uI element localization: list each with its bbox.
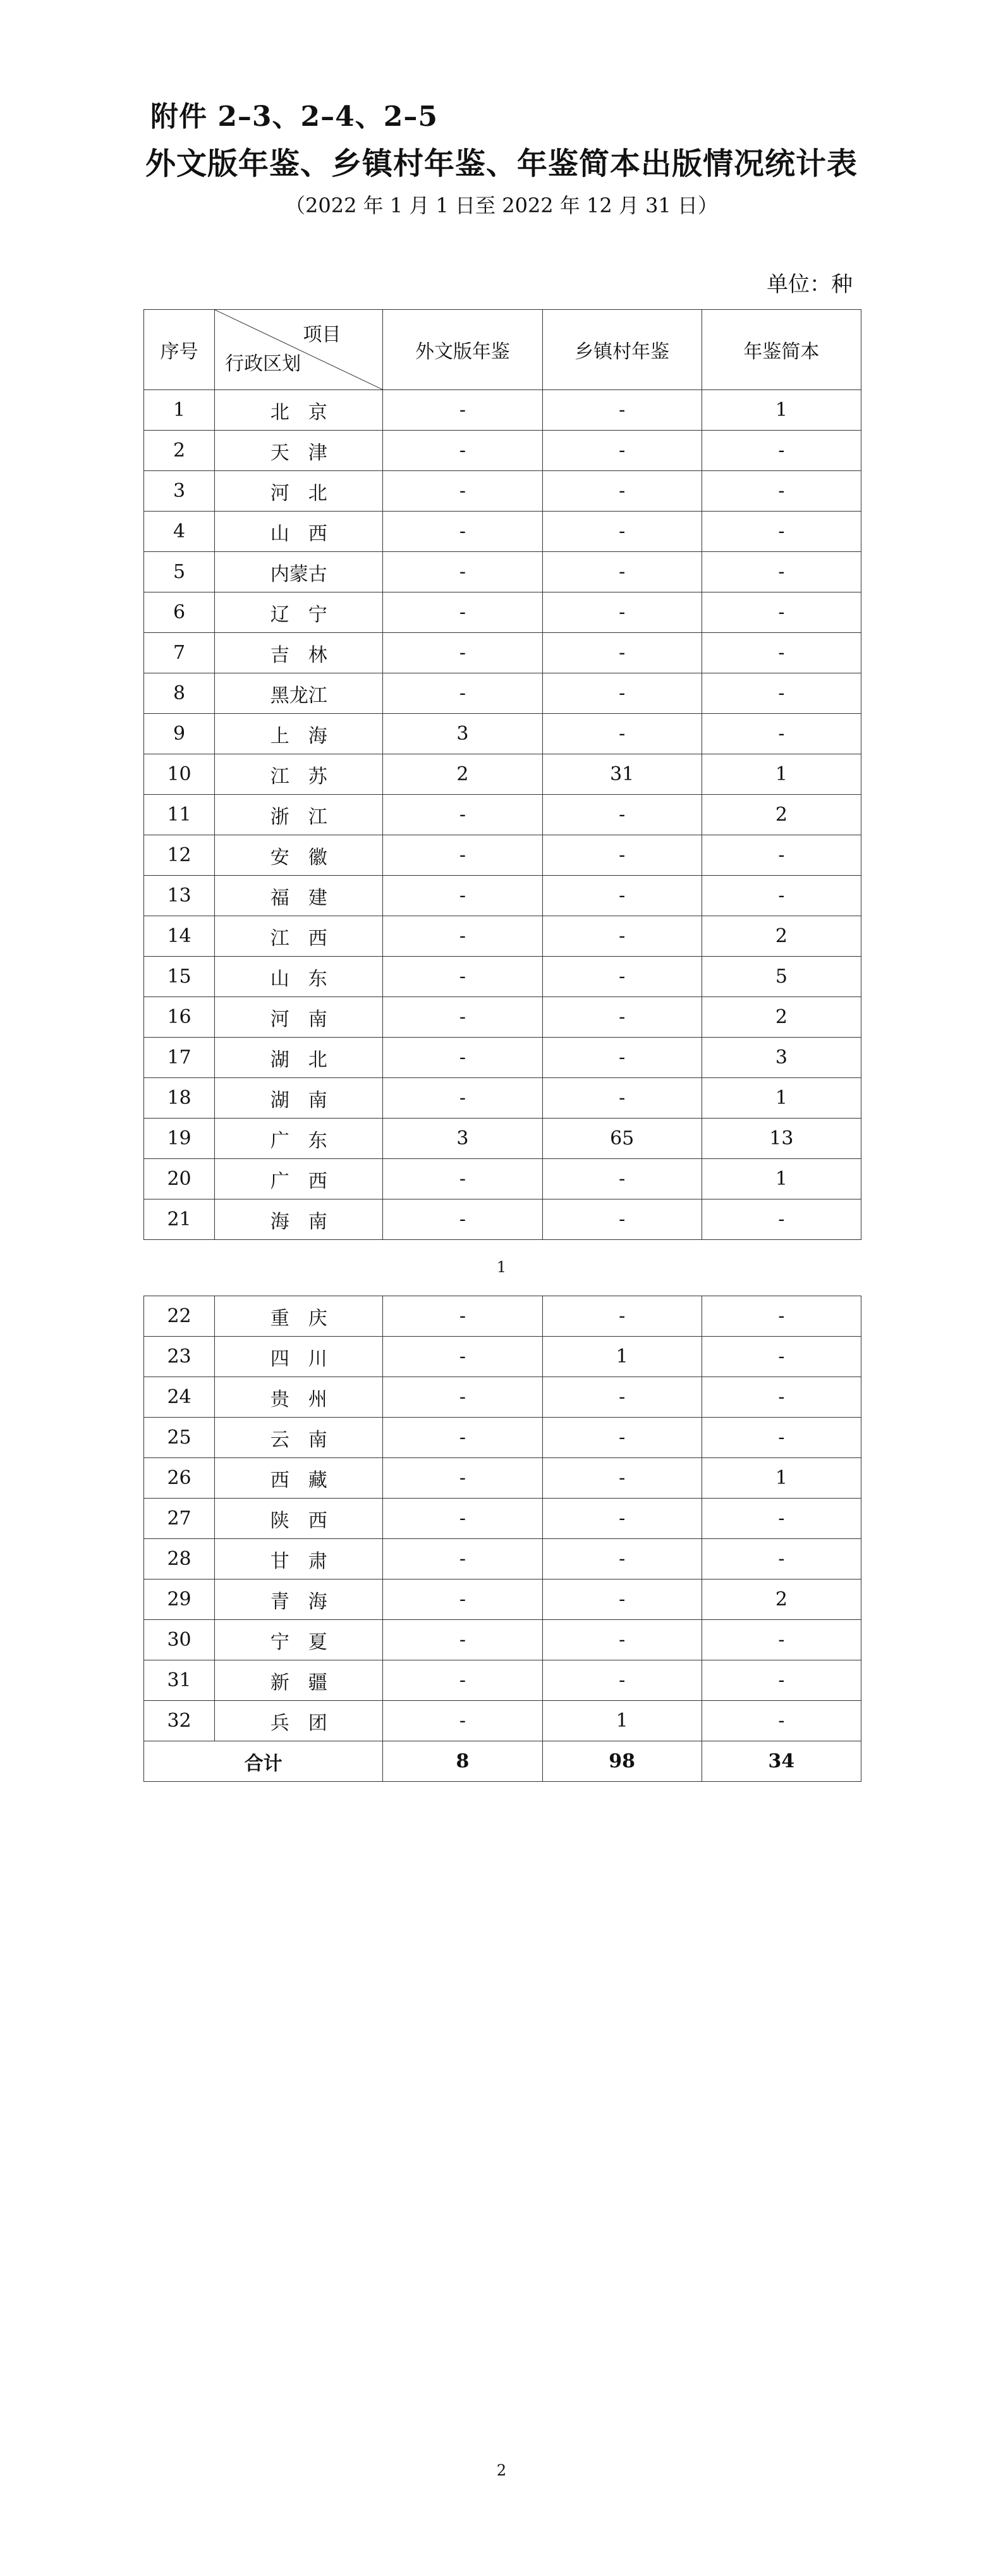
row-col2: - <box>542 835 702 876</box>
table-row <box>144 835 861 876</box>
row-region: 重 庆 <box>215 1296 383 1337</box>
row-col1: - <box>383 1499 542 1539</box>
row-col3: 2 <box>702 916 861 957</box>
row-region: 山 西 <box>215 512 383 552</box>
table-row <box>144 957 861 997</box>
table-row <box>144 795 861 835</box>
row-seq: 6 <box>144 592 215 633</box>
row-col1: - <box>383 997 542 1038</box>
row-col1: - <box>383 471 542 512</box>
table-row <box>144 673 861 714</box>
table-row <box>144 1499 861 1539</box>
row-col1: - <box>383 390 542 431</box>
table-row <box>144 1458 861 1499</box>
header-seq: 序号 <box>144 310 215 390</box>
row-region: 新 疆 <box>215 1660 383 1701</box>
row-col2: - <box>542 1038 702 1078</box>
row-col3: 13 <box>702 1119 861 1159</box>
row-col3: - <box>702 1539 861 1579</box>
row-col3: - <box>702 1660 861 1701</box>
table-row <box>144 1660 861 1701</box>
row-seq: 22 <box>144 1296 215 1337</box>
row-col1: - <box>383 592 542 633</box>
row-col2: - <box>542 552 702 592</box>
total-row <box>144 1741 861 1782</box>
row-col3: - <box>702 552 861 592</box>
row-seq: 18 <box>144 1078 215 1119</box>
row-region: 陕 西 <box>215 1499 383 1539</box>
row-region: 江 西 <box>215 916 383 957</box>
table-row <box>144 512 861 552</box>
table-row <box>144 876 861 916</box>
row-region: 贵 州 <box>215 1377 383 1418</box>
row-col3: - <box>702 471 861 512</box>
row-col3: 1 <box>702 754 861 795</box>
row-col2: - <box>542 1377 702 1418</box>
row-col2: - <box>542 673 702 714</box>
row-region: 西 藏 <box>215 1458 383 1499</box>
row-col3: 2 <box>702 997 861 1038</box>
row-col3: 1 <box>702 1458 861 1499</box>
total-label: 合计 <box>144 1741 383 1782</box>
table-row <box>144 471 861 512</box>
row-region: 江 苏 <box>215 754 383 795</box>
row-col2: - <box>542 795 702 835</box>
header-col3: 年鉴简本 <box>702 310 861 390</box>
table-row <box>144 1579 861 1620</box>
row-seq: 26 <box>144 1458 215 1499</box>
row-col3: - <box>702 714 861 754</box>
row-col3: - <box>702 1620 861 1660</box>
row-col3: - <box>702 1377 861 1418</box>
row-seq: 4 <box>144 512 215 552</box>
row-col3: - <box>702 1499 861 1539</box>
row-col1: - <box>383 512 542 552</box>
header-item: 项目 <box>303 324 341 346</box>
row-col2: - <box>542 876 702 916</box>
table-row <box>144 633 861 673</box>
page-title: 外文版年鉴、乡镇村年鉴、年鉴简本出版情况统计表 <box>145 146 858 181</box>
row-region: 福 建 <box>215 876 383 916</box>
row-seq: 19 <box>144 1119 215 1159</box>
row-col2: - <box>542 1199 702 1240</box>
row-seq: 23 <box>144 1337 215 1377</box>
row-region: 兵 团 <box>215 1701 383 1741</box>
row-seq: 25 <box>144 1418 215 1458</box>
stats-table-part1 <box>143 309 861 1240</box>
row-col3: - <box>702 512 861 552</box>
row-col2: - <box>542 916 702 957</box>
table-row <box>144 1337 861 1377</box>
table-row <box>144 1377 861 1418</box>
row-col3: - <box>702 673 861 714</box>
unit-label: 单位：种 <box>767 272 853 297</box>
row-col1: - <box>383 916 542 957</box>
row-col1: - <box>383 431 542 471</box>
page-number: 2 <box>496 2462 507 2479</box>
row-col3: - <box>702 1701 861 1741</box>
row-col1: - <box>383 957 542 997</box>
row-region: 北 京 <box>215 390 383 431</box>
row-seq: 10 <box>144 754 215 795</box>
row-col2: - <box>542 1078 702 1119</box>
row-col3: 1 <box>702 1078 861 1119</box>
row-region: 黑龙江 <box>215 673 383 714</box>
row-col3: - <box>702 1296 861 1337</box>
row-region: 甘 肃 <box>215 1539 383 1579</box>
table-row <box>144 1038 861 1078</box>
row-col1: - <box>383 795 542 835</box>
row-seq: 1 <box>144 390 215 431</box>
row-col3: - <box>702 835 861 876</box>
row-col2: - <box>542 1458 702 1499</box>
row-seq: 5 <box>144 552 215 592</box>
row-col3: - <box>702 592 861 633</box>
row-col2: 31 <box>542 754 702 795</box>
table-row <box>144 1119 861 1159</box>
row-region: 广 西 <box>215 1159 383 1199</box>
row-seq: 16 <box>144 997 215 1038</box>
row-region: 安 徽 <box>215 835 383 876</box>
row-col2: - <box>542 592 702 633</box>
row-col1: - <box>383 1078 542 1119</box>
row-region: 上 海 <box>215 714 383 754</box>
row-col2: - <box>542 1296 702 1337</box>
table-body-part2 <box>144 1296 861 1741</box>
row-col3: 3 <box>702 1038 861 1078</box>
row-region: 四 川 <box>215 1337 383 1377</box>
row-col2: 1 <box>542 1337 702 1377</box>
table-row <box>144 592 861 633</box>
row-col1: - <box>383 1620 542 1660</box>
row-region: 浙 江 <box>215 795 383 835</box>
row-region: 天 津 <box>215 431 383 471</box>
row-col2: - <box>542 1579 702 1620</box>
row-region: 广 东 <box>215 1119 383 1159</box>
row-col2: - <box>542 431 702 471</box>
row-region: 宁 夏 <box>215 1620 383 1660</box>
row-col2: - <box>542 1499 702 1539</box>
header-col1: 外文版年鉴 <box>383 310 542 390</box>
row-col2: - <box>542 390 702 431</box>
attachment-label: 附件 2–3、2–4、2–5 <box>150 101 439 133</box>
row-col3: - <box>702 1418 861 1458</box>
row-region: 河 北 <box>215 471 383 512</box>
total-col2: 98 <box>542 1741 702 1782</box>
row-col3: 2 <box>702 795 861 835</box>
table-row <box>144 431 861 471</box>
row-col1: - <box>383 552 542 592</box>
row-col2: - <box>542 633 702 673</box>
row-col1: - <box>383 835 542 876</box>
row-col3: - <box>702 431 861 471</box>
date-range: （2022 年 1 月 1 日至 2022 年 12 月 31 日） <box>285 193 718 218</box>
row-col1: - <box>383 633 542 673</box>
header-diagonal-cell <box>215 310 383 390</box>
row-col1: - <box>383 1701 542 1741</box>
row-seq: 7 <box>144 633 215 673</box>
row-seq: 2 <box>144 431 215 471</box>
header-col2: 乡镇村年鉴 <box>542 310 702 390</box>
header-region: 行政区划 <box>225 353 301 375</box>
row-col1: 2 <box>383 754 542 795</box>
page-number: 1 <box>496 1258 507 1276</box>
row-col3: 5 <box>702 957 861 997</box>
row-seq: 27 <box>144 1499 215 1539</box>
row-seq: 17 <box>144 1038 215 1078</box>
row-seq: 8 <box>144 673 215 714</box>
total-col1: 8 <box>383 1741 542 1782</box>
row-col1: - <box>383 1579 542 1620</box>
row-col2: - <box>542 714 702 754</box>
row-col3: - <box>702 633 861 673</box>
table-row <box>144 1296 861 1337</box>
row-seq: 14 <box>144 916 215 957</box>
row-col3: - <box>702 1337 861 1377</box>
row-col3: - <box>702 876 861 916</box>
row-col2: - <box>542 1159 702 1199</box>
row-col1: - <box>383 1038 542 1078</box>
row-seq: 31 <box>144 1660 215 1701</box>
row-col1: - <box>383 1199 542 1240</box>
row-seq: 13 <box>144 876 215 916</box>
row-region: 湖 南 <box>215 1078 383 1119</box>
row-seq: 9 <box>144 714 215 754</box>
row-col2: 1 <box>542 1701 702 1741</box>
row-region: 吉 林 <box>215 633 383 673</box>
row-seq: 3 <box>144 471 215 512</box>
table-row <box>144 714 861 754</box>
row-seq: 11 <box>144 795 215 835</box>
row-seq: 15 <box>144 957 215 997</box>
row-region: 河 南 <box>215 997 383 1038</box>
row-col1: - <box>383 1159 542 1199</box>
row-seq: 12 <box>144 835 215 876</box>
row-col2: - <box>542 471 702 512</box>
table-row <box>144 997 861 1038</box>
row-region: 云 南 <box>215 1418 383 1458</box>
row-seq: 30 <box>144 1620 215 1660</box>
row-region: 青 海 <box>215 1579 383 1620</box>
row-col3: 1 <box>702 390 861 431</box>
table-row <box>144 1078 861 1119</box>
table-row <box>144 754 861 795</box>
row-col1: - <box>383 1337 542 1377</box>
row-seq: 20 <box>144 1159 215 1199</box>
row-col1: - <box>383 1539 542 1579</box>
row-col2: - <box>542 1620 702 1660</box>
row-col2: - <box>542 512 702 552</box>
row-col3: 1 <box>702 1159 861 1199</box>
row-region: 湖 北 <box>215 1038 383 1078</box>
table-row <box>144 1701 861 1741</box>
table-row <box>144 1620 861 1660</box>
row-col3: 2 <box>702 1579 861 1620</box>
row-region: 内蒙古 <box>215 552 383 592</box>
total-col3: 34 <box>702 1741 861 1782</box>
table-header-row <box>144 310 861 390</box>
row-seq: 32 <box>144 1701 215 1741</box>
table-row <box>144 1539 861 1579</box>
row-col3: - <box>702 1199 861 1240</box>
row-col1: - <box>383 1458 542 1499</box>
row-col2: - <box>542 1660 702 1701</box>
row-region: 辽 宁 <box>215 592 383 633</box>
table-row <box>144 1159 861 1199</box>
table-row <box>144 1199 861 1240</box>
table-row <box>144 552 861 592</box>
table-row <box>144 1418 861 1458</box>
row-col1: - <box>383 1418 542 1458</box>
row-col1: 3 <box>383 1119 542 1159</box>
row-col1: 3 <box>383 714 542 754</box>
row-col2: - <box>542 1539 702 1579</box>
row-seq: 21 <box>144 1199 215 1240</box>
row-col1: - <box>383 1377 542 1418</box>
table-row <box>144 390 861 431</box>
row-region: 海 南 <box>215 1199 383 1240</box>
row-col2: - <box>542 997 702 1038</box>
row-seq: 29 <box>144 1579 215 1620</box>
row-col2: 65 <box>542 1119 702 1159</box>
row-seq: 24 <box>144 1377 215 1418</box>
row-col1: - <box>383 673 542 714</box>
row-col2: - <box>542 1418 702 1458</box>
stats-table-part2 <box>143 1296 861 1782</box>
table-row <box>144 916 861 957</box>
row-col1: - <box>383 1660 542 1701</box>
row-col1: - <box>383 876 542 916</box>
row-col2: - <box>542 957 702 997</box>
table-body-part1 <box>144 390 861 1240</box>
row-col1: - <box>383 1296 542 1337</box>
row-region: 山 东 <box>215 957 383 997</box>
row-seq: 28 <box>144 1539 215 1579</box>
